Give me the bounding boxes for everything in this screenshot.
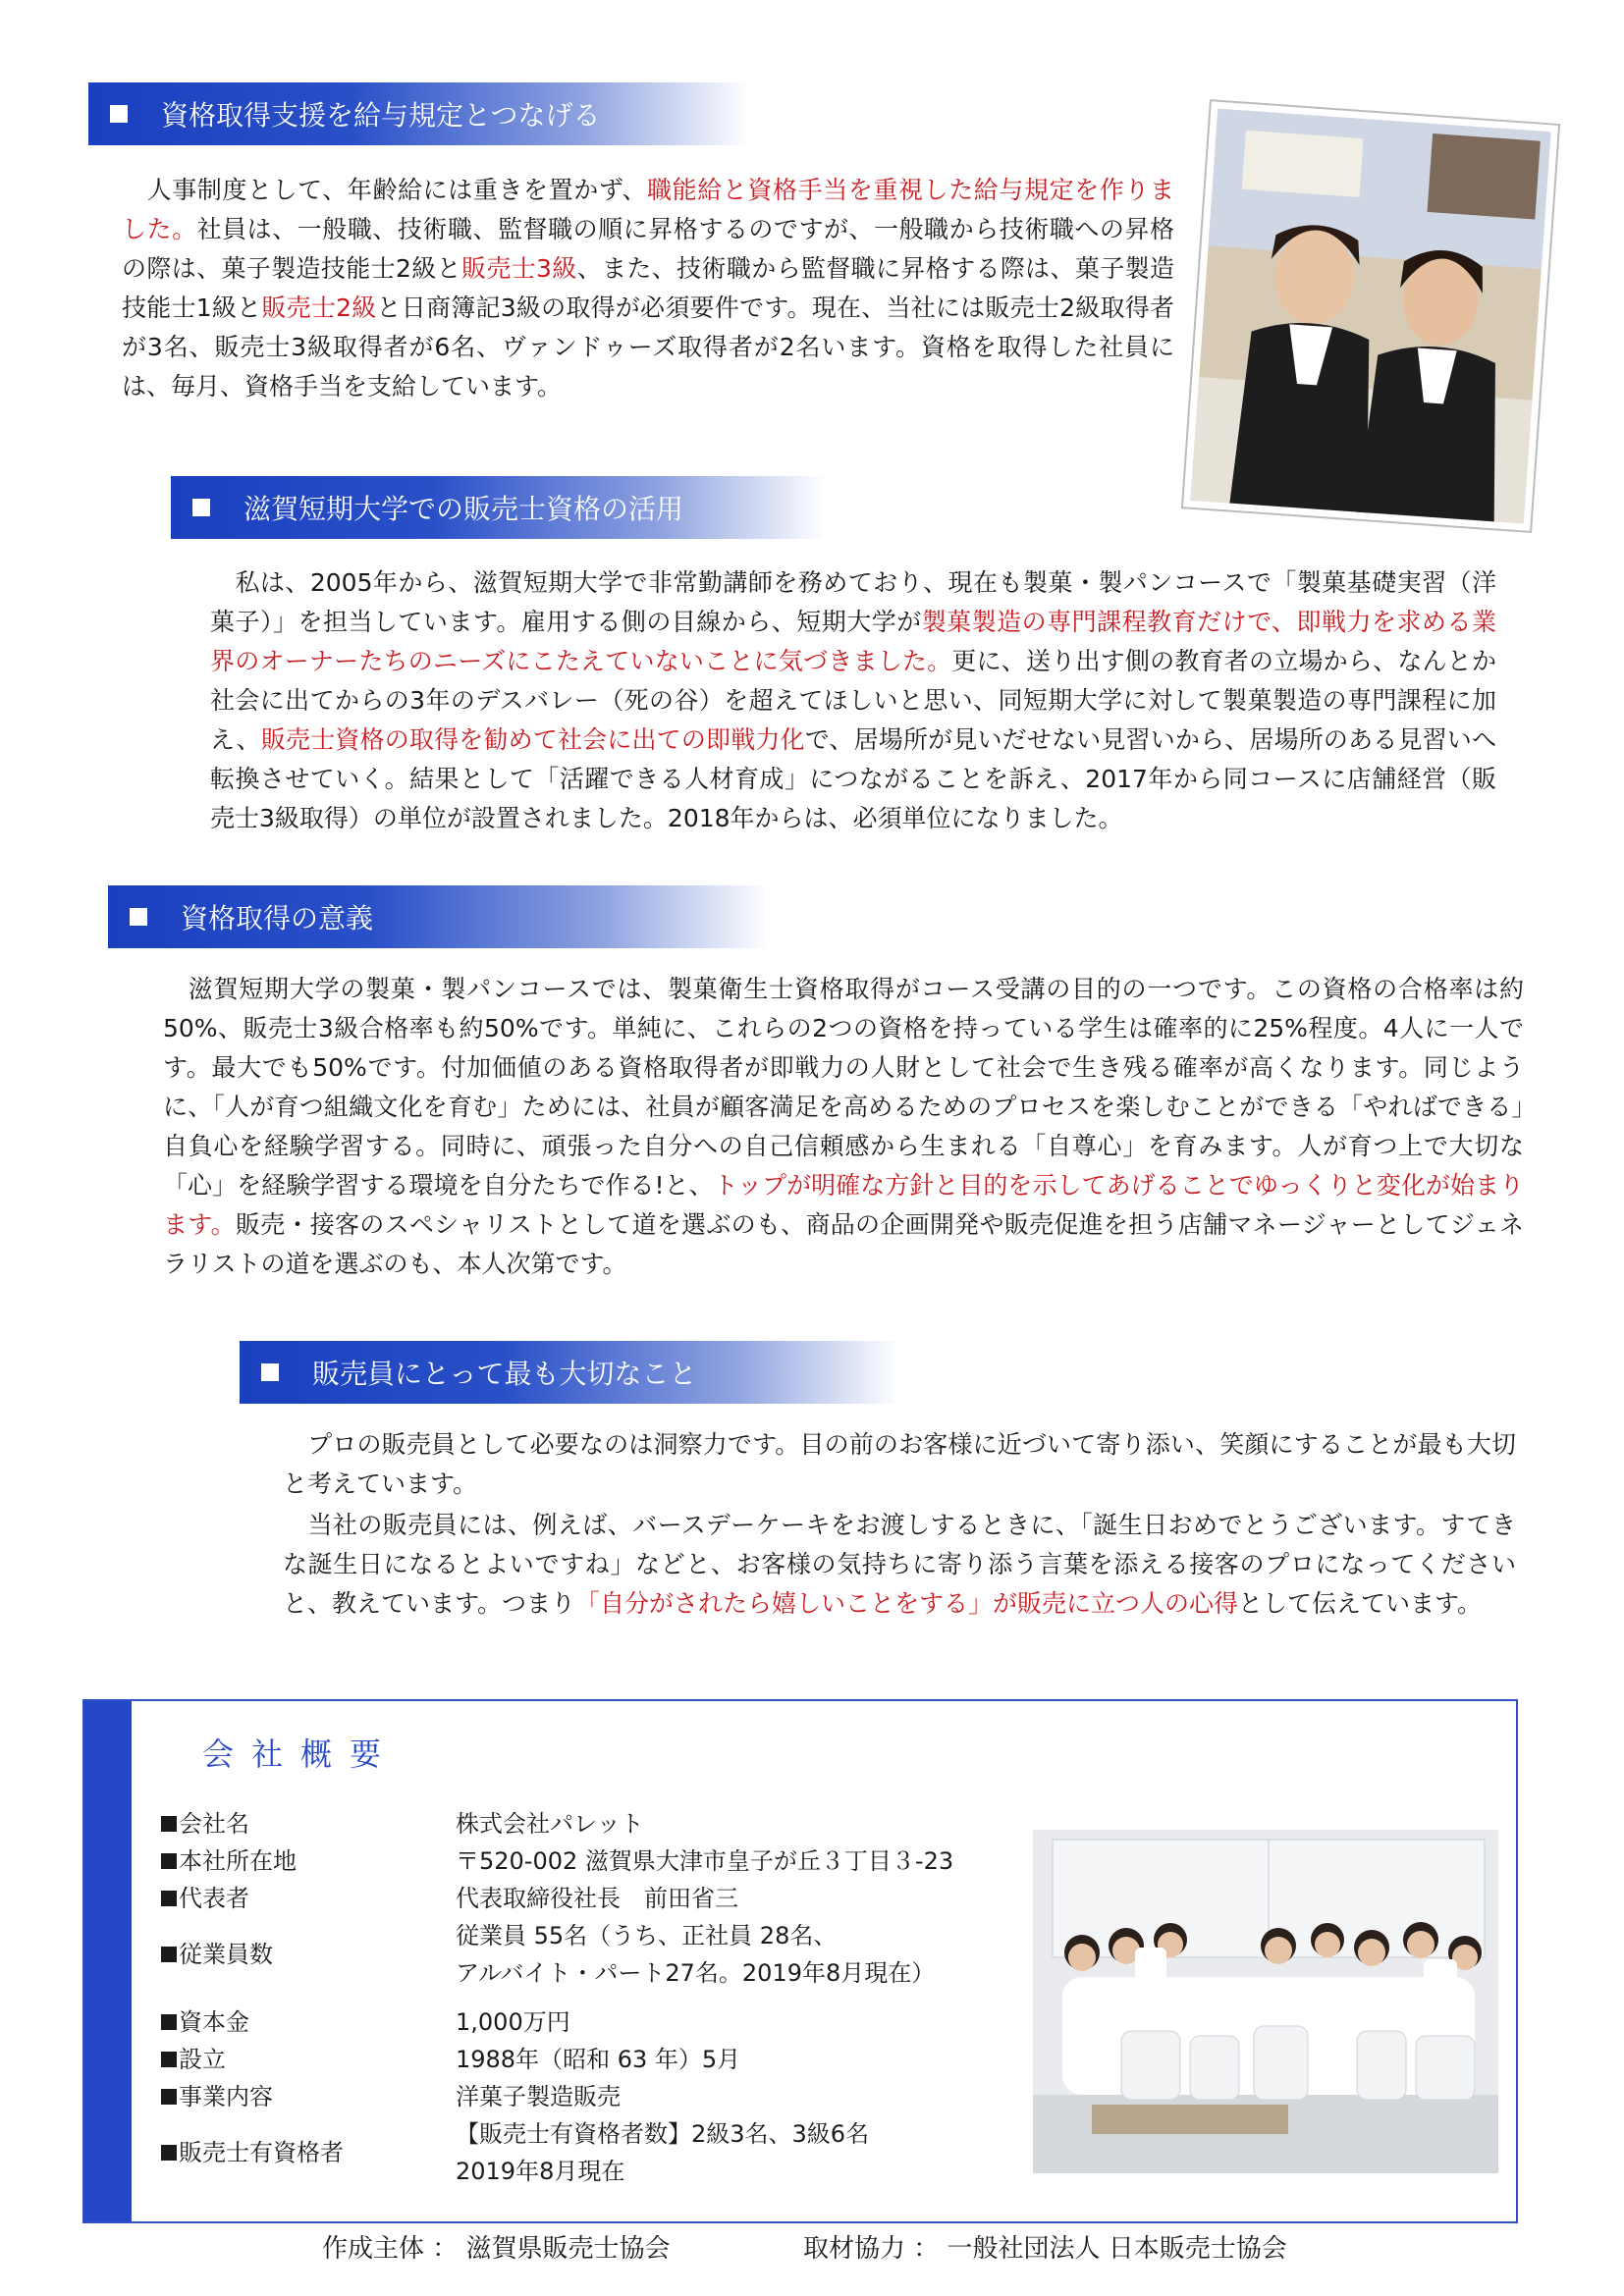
overview-label [161,2115,456,2190]
highlight-text: 「自分がされたら嬉しいことをする」が販売に立つ人の心得 [575,1589,1239,1618]
square-bullet-icon [161,1947,177,1962]
section-body-college [210,563,1496,838]
overview-value-line: 洋菓子製造販売 [456,2083,621,2110]
overview-label [161,1917,456,1992]
section-title: 資格取得の意義 [181,902,374,934]
body-text: と日商簿記3級の取得が必須要件です。現在、当社には販売士2級取得者が3名、販売士3級取得者が6名、ヴァンドゥーズ取得者が2名います。資格を取得した社員には、毎月、資格手当を支給しています。 [122,294,1175,400]
overview-row [161,1917,935,1992]
highlight-text: 職能給と資格手当を重視した給与規定を作りました。 [122,176,1174,243]
overview-label-text: 販売士有資格者 [179,2139,344,2166]
class-photo-image [1033,1830,1498,2173]
overview-label [161,2078,456,2115]
square-bullet-icon [261,1363,279,1381]
body-text: 、また、技術職から監督職に昇格する際は、菓子製造技能士1級と [122,254,1174,322]
overview-row [161,2115,869,2190]
body-text: で、居場所が見いだせない見習いから、居場所のある見習いへ転換させていく。結果として「活躍できる人材育成」につながることを訴え、2017年から同コースに店舗経営（販売士3級取得）の単位が設置されました。2018年からは、必須単位になりました。 [210,725,1496,832]
square-bullet-icon [161,2052,177,2067]
square-bullet-icon [161,2145,177,2161]
overview-value-line: 1,000万円 [456,2008,570,2036]
body-text: として伝えています。 [1238,1589,1483,1618]
square-bullet-icon [161,2089,177,2105]
overview-row [161,2041,740,2078]
section-header-salary [88,82,748,145]
highlight-text: 販売士2級 [261,294,377,322]
footer-cooperation: 取材協力 ： 一般社団法人 日本販売士協会 [803,2234,1287,2264]
overview-row [161,1880,738,1917]
overview-label [161,2041,456,2078]
section-header-significance [108,885,768,948]
section-title: 滋賀短期大学での販売士資格の活用 [244,493,684,525]
overview-row [161,2003,570,2041]
section-body-salesperson-p1: プロの販売員として必要なのは洞察力です。目の前のお客様に近づいて寄り添い、笑顔にすることが最も大切と考えています。 [283,1430,1516,1498]
square-bullet-icon [161,2014,177,2030]
overview-value-line: 2019年8月現在 [456,2158,625,2185]
overview-value [456,1842,953,1880]
section-body-salesperson-p2 [283,1506,1516,1624]
section-title: 販売員にとって最も大切なこと [312,1358,697,1390]
overview-label-text: 資本金 [179,2008,249,2036]
overview-label [161,1880,456,1917]
overview-value [456,2078,621,2115]
footer-author: 作成主体 ： 滋賀県販売士協会 [322,2234,671,2264]
overview-label [161,1805,456,1842]
body-text: 私は、2005年から、滋賀短期大学で非常勤講師を務めており、現在も製菓・製パンコースで「製菓基礎実習（洋菓子）」を担当しています。雇用する側の目線から、短期大学が [210,568,1496,636]
overview-value-line: アルバイト・パート27名。2019年8月現在） [456,1959,936,1987]
body-text: 人事制度として、年齢給には重きを置かず、 [122,176,648,204]
overview-label [161,1842,456,1880]
overview-value-line: 〒520-002 滋賀県大津市皇子が丘３丁目３-23 [456,1847,954,1875]
overview-row [161,1842,953,1880]
class-photo [1033,1830,1498,2173]
staff-photo-image [1174,94,1565,538]
overview-value [456,2003,570,2041]
overview-label [161,2003,456,2041]
overview-value-line: 代表取締役社長 前田省三 [456,1885,738,1912]
highlight-text: 製菓製造の専門課程教育だけで、即戦力を求める業界のオーナーたちのニーズにこたえていないことに気づきました。 [210,608,1496,675]
overview-value [456,2115,869,2190]
overview-label-text: 従業員数 [179,1941,273,1968]
section-header-college [171,476,825,539]
staff-photo [1174,94,1565,538]
highlight-text: 販売士資格の取得を勧めて社会に出ての即戦力化 [260,725,805,754]
highlight-text: 販売士3級 [460,254,577,283]
overview-value-line: 【販売士有資格者数】2級3名、3級6名 [456,2120,870,2148]
section-header-salesperson [240,1341,899,1404]
overview-label-text: 会社名 [179,1810,249,1838]
highlight-text: トップが明確な方針と目的を示してあげることでゆっくりと変化が始まります。 [163,1171,1524,1239]
square-bullet-icon [161,1891,177,1906]
overview-label-text: 設立 [179,2046,226,2073]
square-bullet-icon [110,105,128,123]
square-bullet-icon [192,499,210,516]
overview-label-text: 事業内容 [179,2083,273,2110]
overview-value [456,1880,738,1917]
body-text: 滋賀短期大学の製菓・製パンコースでは、製菓衛生士資格取得がコース受講の目的の一つです。この資格の合格率は約50%、販売士3級合格率も約50%です。単純に、これらの2つの資格を持っている学生は確率的に25%程度。4人に一人です。最大でも50%です。付加価値のある資格取得者が即戦力の人財として社会で生き残る確率が高くなります。同じように、「人が育つ組織文化を育む」ためには、社員が顧客満足を高めるためのプロセスを楽しむことができる「やればできる」自負心を経験学習する。同時に、頑張った自分への自己信頼感から生まれる「自尊心」を育みます。人が育つ上で大切な「心」を経験学習する環境を自分たちで作る!と、 [163,975,1524,1200]
overview-label-text: 本社所在地 [179,1847,297,1875]
overview-value-line: 従業員 55名（うち、正社員 28名、 [456,1922,838,1949]
body-text: 当社の販売員には、例えば、バースデーケーキをお渡しするときに、「誕生日おめでとうございます。すてきな誕生日になるとよいですね」などと、お客様の気持ちに寄り添う言葉を添える接客のプロになってくださいと、教えています。つまり [283,1511,1516,1618]
overview-value [456,1917,935,1992]
section-body-salary [122,171,1174,406]
square-bullet-icon [161,1816,177,1832]
body-text: 販売・接客のスペシャリストとして道を選ぶのも、商品の企画開発や販売促進を担う店舗マネージャーとしてジェネラリストの道を選ぶのも、本人次第です。 [163,1210,1524,1278]
overview-label-text: 代表者 [179,1885,249,1912]
overview-accent-bar [84,1701,132,2221]
section-body-significance [163,970,1524,1284]
overview-value [456,2041,740,2078]
company-overview-title: 会社概要 [202,1735,400,1773]
overview-value-line: 株式会社パレット [456,1810,644,1838]
body-text: 更に、送り出す側の教育者の立場から、なんとか社会に出てからの3年のデスバレー（死の谷）を超えてほしいと思い、同短期大学に対して製菓製造の専門課程に加え、 [210,647,1496,754]
overview-value-line: 1988年（昭和 63 年）5月 [456,2046,741,2073]
body-text: 社員は、一般職、技術職、監督職の順に昇格するのですが、一般職から技術職への昇格の際は、菓子製造技能士2級と [122,215,1174,283]
overview-row [161,1805,644,1842]
square-bullet-icon [161,1853,177,1869]
section-title: 資格取得支援を給与規定とつなげる [161,99,601,132]
square-bullet-icon [130,908,147,926]
overview-row [161,2078,621,2115]
overview-value [456,1805,644,1842]
